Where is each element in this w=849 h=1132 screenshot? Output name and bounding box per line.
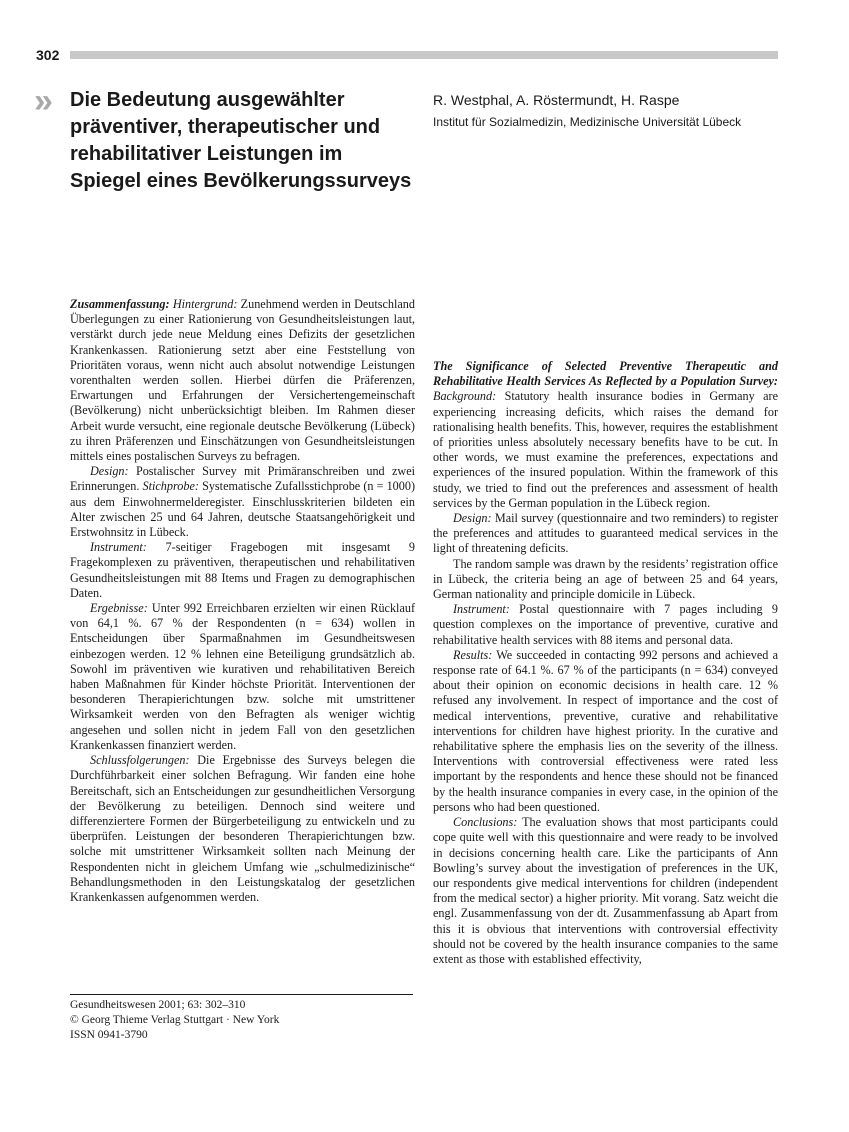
english-results-paragraph [433,648,778,815]
english-design-label: Design: [453,511,492,526]
english-instrument-text: Postal questionnaire with 7 pages including 9 question complexes on the importance of preventive, curative and rehabilitative health services with 88 items and personal data. [433,602,779,647]
english-conclusions-label: Conclusions: [453,815,518,830]
german-instrument-label: Instrument: [90,540,147,555]
german-results-paragraph [70,601,415,753]
article-title: Die Bedeutung ausgewählter präventiver, therapeutischer und rehabilitativer Leistungen im Spiegel eines Bevölkerungssurveys [70,89,412,192]
german-instrument-paragraph [70,540,415,601]
publisher-line: © Georg Thieme Verlag Stuttgart · New York [70,1014,280,1026]
chevron-marker-icon: » [34,82,50,120]
german-design-paragraph [70,464,415,540]
journal-citation: Gesundheitswesen 2001; 63: 302–310 [70,999,246,1011]
affiliation: Institut für Sozialmedizin, Medizinische Universität Lübeck [433,115,742,129]
english-background-text: Statutory health insurance bodies in Germany are experiencing increasing deficits, which raises the demand for rationalising health benefits. This, however, requires the establishment of priorities unless absolutely necessary benefits have to be cut. In other words, we must examine the preferences, expectations and experiences of the insured population. Within the framework of this study, we tried to find out the preferences and assessment of health services by the German population in the Lübeck region. [433,389,779,510]
english-conclusions-text: The evaluation shows that most participants could cope quite well with this questionnaire and were ready to be involved in decisions concerning health care. Like the participants of Ann Bowling’s survey about the investigation of preferences in the UK, our respondents give medical interventions for children (independent from the medical sector) a higher priority. Mit vorang. Satz weicht die engl. Zusammenfassung von der dt. Zusammenfassung ab Apart from this it is obvious that interventions with controversial effectivity should not be covered by the health insurance companies to the same extent as those with established effectivity, [433,815,779,966]
english-design-paragraph [433,511,778,557]
issn-line: ISSN 0941-3790 [70,1029,148,1041]
header-bar [70,51,778,59]
german-conclusions-label: Schlussfolgerungen: [90,753,190,768]
german-results-label: Ergebnisse: [90,601,148,616]
english-instrument-paragraph [433,602,778,648]
authors: R. Westphal, A. Röstermundt, H. Raspe [433,92,680,108]
english-background-label: Background: [433,389,497,404]
german-abstract-column [70,297,415,905]
footer-divider [70,994,413,995]
german-design-label: Design: [90,464,129,479]
german-conclusions-paragraph [70,753,415,905]
english-instrument-label: Instrument: [453,602,510,617]
english-results-text: We succeeded in contacting 992 persons and achieved a response rate of 64.1 %. 67 % of the participants (n = 634) conveyed about their opinion on economic decisions in health care. 12 % refused any involvement. In respect of importance and the cost of medical interventions, preventive, curative and rehabilitative interventions for children have highest priority. In the curative and rehabilitative sphere the emphasis lies on the severity of the illness. Interventions with controversial effectiveness were rated less important by the respondents and hence these should not be financed by the health insurance companies in every case, in the opinion of the persons who had been questioned. [433,647,779,814]
german-instrument-text: 7-seitiger Fragebogen mit insgesamt 9 Fragekomplexen zu präventiven, therapeutischen und rehabilitativen Gesundheitsleistungen mit 88 Items und Fragen zu demographischen Daten. [70,540,416,600]
publication-footer [70,998,415,1043]
english-design-text: Mail survey (questionnaire and two reminders) to register the preferences and attitudes to guaranteed medical services in the light of threatening deficits. [433,511,778,556]
german-sample-label: Stichprobe: [142,479,199,494]
english-background-paragraph [433,359,778,511]
english-sample-text: The random sample was drawn by the residents’ registration office in Lübeck, the criteria being an age of between 25 and 64 years, German nationality and principle domicile in Lübeck. [433,556,778,602]
german-background-paragraph [70,297,415,464]
german-background-text: Zunehmend werden in Deutschland Überlegungen zu einer Rationierung von Gesundheitsleistungen laut, verstärkt durch jede neue Meldung eines Defizits der gesetzlichen Krankenkassen. Rationierung setzt aber eine Feststellung von Prioritäten voraus, wenn nicht auch absolut notwendige Leistungen vorenthalten werden sollen. Hierbei dürfen die Präferenzen, Erwartungen und Erfahrungen der Versichertengemeinschaft (Bevölkerung) nicht unberücksichtigt bleiben. Im Rahmen dieser Arbeit wurde versucht, eine regionale deutsche Bevölkerung (Lübeck) zu ihren Präferenzen und Einschätzungen von Gesundheitsleistungen mittels eines postalischen Surveys zu befragen. [70,297,415,464]
english-results-label: Results: [453,647,493,662]
german-background-label: Hintergrund: [172,297,238,311]
german-abstract-lead: Zusammenfassung: [70,297,170,311]
english-sample-paragraph [433,557,778,603]
english-conclusions-paragraph [433,815,778,967]
german-design-text: Postalischer Survey mit Primäranschreiben und zwei Erinnerungen. [70,464,415,494]
english-abstract-title: The Significance of Selected Preventive Therapeutic and Rehabilitative Health Services As Reflected by a Population Survey: [433,359,778,389]
german-conclusions-text: Die Ergebnisse des Surveys belegen die Durchführbarkeit einer solchen Befragung. Wir fanden eine hohe Bereitschaft, sich an Entscheidungen zur gesundheitlichen Versorgung der Bevölkerung zu beteiligen. Dennoch sind weitere und differenziertere Formen der Bürgerbeteiligung zu entwickeln und zu überprüfen. Leistungen der besonderen Therapierichtungen bzw. solche mit umstrittener Wirksamkeit sollten nach Meinung der Respondenten nicht in gleichem Umfang wie „schulmedizinische“ Behandlungsmethoden in den Leistungskatalog der gesetzlichen Krankenkassen aufgenommen werden. [70,753,415,904]
page-number: 302 [36,47,60,63]
german-results-text: Unter 992 Erreichbaren erzielten wir einen Rücklauf von 64,1 %. 67 % der Respondenten (n = 634) wollen in Entscheidungen über Sparmaßnahmen im Gesundheitswesen einbezogen werden. 12 % lehnen eine Beteiligung grundsätzlich ab. Sowohl im präventiven wie kurativen und rehabilitativen Bereich haben Maßnahmen für Kinder höchste Priorität. Interventionen der besonderen Therapierichtungen bzw. solche mit umstrittener Wirksamkeit werden von den Befragten als weniger wichtig angesehen und sollen nicht in jedem Fall von den gesetzlichen Krankenkassen finanziert werden. [70,601,416,752]
german-sample-text: Systematische Zufallsstichprobe (n = 1000) aus dem Einwohnermelderegister. Einschlusskriterien bildeten ein Alter zwischen 25 und 64 Jahren, deutsche Staatsangehörigkeit und Erstwohnsitz in Lübeck. [70,479,416,540]
english-abstract-body [433,359,778,967]
